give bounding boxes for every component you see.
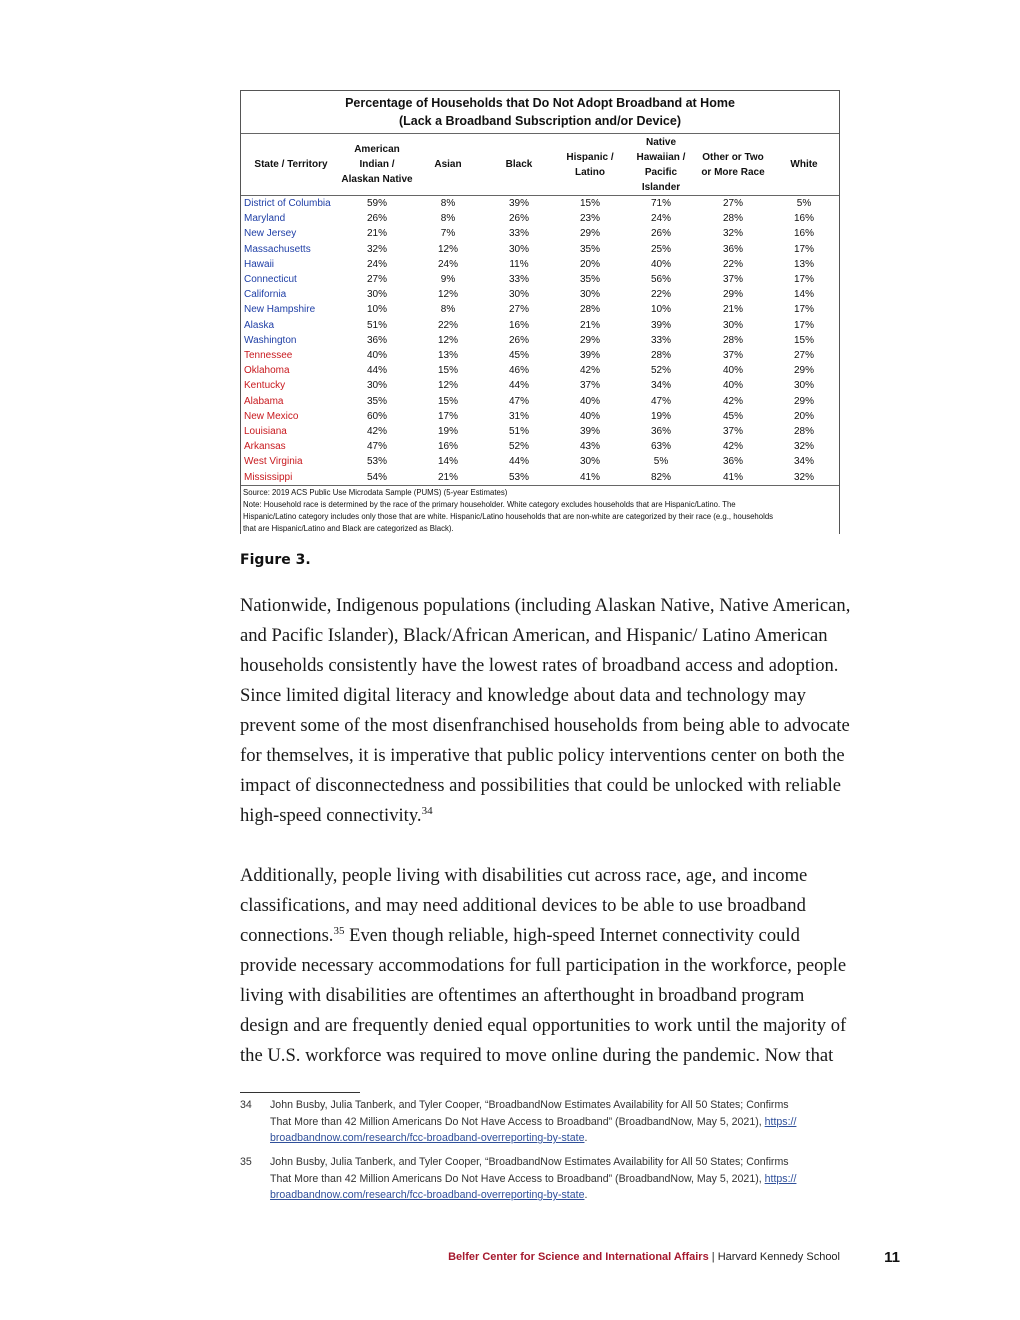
value-cell-other: 22% <box>722 258 743 270</box>
value-cell-other: 40% <box>722 365 743 377</box>
value-cell-ai-an: 54% <box>366 471 387 483</box>
table-title-line-2: (Lack a Broadband Subscription and/or Device) <box>398 114 681 128</box>
footnote-link[interactable]: broadbandnow.com/research/fcc-broadband-overreporting-by-state <box>270 1132 585 1144</box>
value-cell-nhpi: 5% <box>653 456 669 468</box>
value-cell-white: 28% <box>793 426 814 438</box>
value-cell-black: 16% <box>508 319 529 331</box>
paragraph-line: the U.S. workforce was required to move online during the pandemic. Now that <box>240 1045 834 1066</box>
value-cell-hispanic: 40% <box>579 395 600 407</box>
value-cell-white: 29% <box>793 395 814 407</box>
state-cell: Kentucky <box>244 380 286 392</box>
value-cell-nhpi: 19% <box>650 410 671 422</box>
value-cell-other: 37% <box>722 274 743 286</box>
state-cell: West Virginia <box>244 456 303 468</box>
value-cell-other: 30% <box>722 319 743 331</box>
state-cell: New Jersey <box>244 228 297 240</box>
value-cell-black: 33% <box>508 274 529 286</box>
paragraph-line: classifications, and may need additional devices to be able to use broadband <box>240 895 806 916</box>
footnote-ref-35[interactable]: 35 <box>333 924 345 937</box>
value-cell-ai-an: 27% <box>366 274 387 286</box>
value-cell-nhpi: 71% <box>650 198 671 209</box>
state-cell: Arkansas <box>244 441 286 453</box>
value-cell-hispanic: 30% <box>579 289 600 301</box>
value-cell-black: 47% <box>508 395 529 407</box>
paragraph-line: for themselves, it is imperative that public policy interventions center on both the <box>240 745 845 766</box>
value-cell-other: 36% <box>722 456 743 468</box>
value-cell-black: 26% <box>508 334 529 346</box>
value-cell-nhpi: 10% <box>650 304 671 316</box>
value-cell-hispanic: 40% <box>579 410 600 422</box>
paragraph-line: impact of disconnectedness and possibilities that could be unlocked with reliable <box>240 775 842 796</box>
value-cell-black: 11% <box>509 258 529 270</box>
value-cell-hispanic: 35% <box>579 274 600 286</box>
value-cell-ai-an: 60% <box>366 410 387 422</box>
broadband-table <box>241 134 839 485</box>
table-row <box>241 272 839 287</box>
value-cell-nhpi: 56% <box>650 274 671 286</box>
header-black: Black <box>483 134 555 196</box>
value-cell-ai-an: 32% <box>366 243 387 255</box>
value-cell-nhpi: 82% <box>650 471 671 483</box>
footnote-line <box>270 1130 890 1147</box>
value-cell-white: 17% <box>793 319 814 331</box>
value-cell-hispanic: 42% <box>579 365 600 377</box>
paragraph-2 <box>240 861 900 1071</box>
value-cell-hispanic: 39% <box>579 426 600 438</box>
footnote-link[interactable]: broadbandnow.com/research/fcc-broadband-overreporting-by-state <box>270 1189 585 1201</box>
value-cell-asian: 12% <box>437 243 458 255</box>
state-cell: Alaska <box>244 319 275 331</box>
value-cell-hispanic: 20% <box>579 258 600 270</box>
value-cell-white: 20% <box>793 410 814 422</box>
value-cell-black: 30% <box>508 243 529 255</box>
state-cell: Alabama <box>244 395 284 407</box>
state-cell: New Hampshire <box>244 304 316 316</box>
value-cell-nhpi: 36% <box>650 426 671 438</box>
value-cell-white: 32% <box>793 471 814 483</box>
value-cell-white: 17% <box>793 304 814 316</box>
value-cell-hispanic: 37% <box>579 380 600 392</box>
value-cell-ai-an: 26% <box>366 213 387 225</box>
value-cell-black: 27% <box>508 304 529 316</box>
table-row <box>241 348 839 363</box>
footnote-line: John Busby, Julia Tanberk, and Tyler Cooper, “BroadbandNow Estimates Availability for All 50 States; Confirms <box>270 1099 789 1111</box>
state-cell: Tennessee <box>244 350 293 362</box>
value-cell-black: 52% <box>508 441 529 453</box>
value-cell-hispanic: 35% <box>579 243 600 255</box>
table-row <box>241 196 839 212</box>
table-row <box>241 363 839 378</box>
value-cell-asian: 21% <box>437 471 458 483</box>
footer-school: Harvard Kennedy School <box>717 1251 840 1263</box>
header-hispanic: Hispanic / Latino <box>555 134 625 196</box>
value-cell-hispanic: 29% <box>579 334 600 346</box>
header-other-race: Other or Two or More Race <box>697 134 769 196</box>
value-cell-hispanic: 29% <box>579 228 600 240</box>
footnote-line: John Busby, Julia Tanberk, and Tyler Cooper, “BroadbandNow Estimates Availability for All 50 States; Confirms <box>270 1156 789 1168</box>
table-note-line: Hispanic/Latino category includes only those that are white. Hispanic/Latino households that are non-white are categorized by their race (e.g., households <box>243 512 774 522</box>
page-number: 11 <box>884 1249 900 1266</box>
value-cell-white: 14% <box>793 289 814 301</box>
table-row <box>241 287 839 302</box>
state-cell: Maryland <box>244 213 286 225</box>
footnote-link[interactable]: https:// <box>764 1172 797 1185</box>
state-cell: Oklahoma <box>244 365 290 377</box>
state-cell: District of Columbia <box>244 198 331 209</box>
table-row <box>241 333 839 348</box>
value-cell-nhpi: 39% <box>650 319 671 331</box>
footnote-line-text: That More than 42 Million Americans Do Not Have Access to Broadband” (BroadbandNow, May 5, 2021), <box>270 1115 765 1128</box>
state-cell: Connecticut <box>244 274 297 286</box>
value-cell-nhpi: 25% <box>650 243 671 255</box>
value-cell-hispanic: 30% <box>579 456 600 468</box>
value-cell-asian: 15% <box>437 395 458 407</box>
value-cell-nhpi: 22% <box>650 289 671 301</box>
value-cell-asian: 13% <box>437 350 458 362</box>
table-title-line-1: Percentage of Households that Do Not Adopt Broadband at Home <box>345 96 735 110</box>
value-cell-black: 51% <box>508 426 529 438</box>
paragraph-line-text: connections. <box>240 925 334 946</box>
paragraph-line: Additionally, people living with disabilities cut across race, age, and income <box>240 865 808 886</box>
header-american-indian: American Indian / Alaskan Native <box>341 134 413 196</box>
value-cell-other: 40% <box>722 380 743 392</box>
table-row <box>241 211 839 226</box>
value-cell-nhpi: 40% <box>650 258 671 270</box>
value-cell-other: 45% <box>722 410 743 422</box>
header-white: White <box>769 134 839 196</box>
value-cell-black: 31% <box>508 410 529 422</box>
value-cell-nhpi: 52% <box>650 365 671 377</box>
table-row <box>241 242 839 257</box>
value-cell-hispanic: 21% <box>579 319 600 331</box>
value-cell-white: 16% <box>793 228 814 240</box>
value-cell-hispanic: 15% <box>579 198 600 209</box>
table-row <box>241 226 839 241</box>
table-row <box>241 378 839 393</box>
value-cell-other: 27% <box>722 198 743 209</box>
value-cell-nhpi: 28% <box>650 350 671 362</box>
value-cell-other: 21% <box>722 304 743 316</box>
footnote-text <box>270 1154 890 1204</box>
footer-org: Belfer Center for Science and International Affairs <box>448 1251 709 1263</box>
value-cell-asian: 17% <box>437 410 458 422</box>
page-footer <box>420 1251 840 1263</box>
value-cell-black: 44% <box>508 456 529 468</box>
footnote-number: 34 <box>240 1099 252 1111</box>
state-cell: Louisiana <box>244 426 287 438</box>
value-cell-nhpi: 24% <box>650 213 671 225</box>
paragraph-line: prevent some of the most disenfranchised households from being able to advocate <box>240 715 850 736</box>
state-cell: New Mexico <box>244 410 299 422</box>
value-cell-ai-an: 40% <box>366 350 387 362</box>
table-row <box>241 318 839 333</box>
table-row <box>241 424 839 439</box>
value-cell-white: 16% <box>793 213 814 225</box>
table-row <box>241 470 839 485</box>
table-title <box>241 91 839 134</box>
broadband-table-figure <box>240 90 840 534</box>
value-cell-black: 46% <box>508 365 529 377</box>
state-cell: Hawaii <box>244 258 275 270</box>
value-cell-white: 27% <box>793 350 814 362</box>
value-cell-asian: 14% <box>437 456 458 468</box>
value-cell-white: 5% <box>796 198 812 209</box>
value-cell-other: 28% <box>722 334 743 346</box>
table-row <box>241 454 839 469</box>
table-header-row <box>241 134 839 196</box>
value-cell-nhpi: 63% <box>650 441 671 453</box>
value-cell-other: 41% <box>722 471 743 483</box>
footnote-line <box>270 1187 890 1204</box>
value-cell-other: 29% <box>722 289 743 301</box>
value-cell-white: 32% <box>793 441 814 453</box>
state-cell: Massachusetts <box>244 243 311 255</box>
value-cell-black: 33% <box>508 228 529 240</box>
value-cell-other: 32% <box>722 228 743 240</box>
value-cell-asian: 9% <box>440 274 456 286</box>
value-cell-ai-an: 47% <box>366 441 387 453</box>
value-cell-hispanic: 41% <box>579 471 600 483</box>
table-row <box>241 409 839 424</box>
table-row <box>241 394 839 409</box>
header-native-hawaiian: Native Hawaiian / Pacific Islander <box>625 134 697 196</box>
value-cell-ai-an: 24% <box>366 258 387 270</box>
figure-caption: Figure 3. <box>240 552 311 568</box>
value-cell-ai-an: 36% <box>366 334 387 346</box>
footnote-link[interactable]: https:// <box>764 1115 797 1128</box>
footnote-line-text: That More than 42 Million Americans Do Not Have Access to Broadband” (BroadbandNow, May 5, 2021), <box>270 1172 765 1185</box>
paragraph-line: households consistently have the lowest rates of broadband access and adoption. <box>240 655 839 676</box>
table-note-source: Source: 2019 ACS Public Use Microdata Sample (PUMS) (5-year Estimates) <box>243 487 508 497</box>
footnote-end: . <box>584 1189 588 1201</box>
header-asian: Asian <box>413 134 483 196</box>
paragraph-line: and Pacific Islander), Black/African American, and Hispanic/ Latino American <box>240 625 828 646</box>
value-cell-ai-an: 44% <box>366 365 387 377</box>
value-cell-ai-an: 30% <box>366 380 387 392</box>
value-cell-black: 39% <box>508 198 529 209</box>
value-cell-ai-an: 51% <box>366 319 387 331</box>
value-cell-other: 37% <box>722 426 743 438</box>
value-cell-asian: 7% <box>440 228 456 240</box>
value-cell-asian: 8% <box>440 213 456 225</box>
table-body <box>241 196 839 485</box>
table-note-line: Note: Household race is determined by the race of the primary householder. White category excludes households that are Hispanic/Latino. The <box>243 500 736 510</box>
paragraph-line: Since limited digital literacy and knowledge about data and technology may <box>240 685 806 706</box>
paragraph-line <box>240 801 900 831</box>
value-cell-hispanic: 43% <box>579 441 600 453</box>
value-cell-hispanic: 39% <box>579 350 600 362</box>
footer-separator: | <box>708 1251 718 1263</box>
value-cell-ai-an: 35% <box>366 395 387 407</box>
value-cell-black: 44% <box>508 380 529 392</box>
value-cell-asian: 19% <box>437 426 458 438</box>
value-cell-black: 26% <box>508 213 529 225</box>
table-notes <box>241 485 839 536</box>
table-row <box>241 439 839 454</box>
value-cell-white: 17% <box>793 274 814 286</box>
value-cell-white: 17% <box>793 243 814 255</box>
paragraph-1 <box>240 591 900 831</box>
paragraph-line <box>240 921 900 951</box>
paragraph-line: provide necessary accommodations for full participation in the workforce, people <box>240 955 847 976</box>
value-cell-ai-an: 30% <box>366 289 387 301</box>
footnote-ref-34[interactable]: 34 <box>421 804 433 817</box>
value-cell-other: 36% <box>722 243 743 255</box>
value-cell-white: 30% <box>793 380 814 392</box>
value-cell-nhpi: 34% <box>650 380 671 392</box>
value-cell-hispanic: 23% <box>579 213 600 225</box>
footnote-divider <box>240 1092 360 1093</box>
value-cell-asian: 12% <box>437 334 458 346</box>
value-cell-asian: 12% <box>437 380 458 392</box>
value-cell-other: 42% <box>722 441 743 453</box>
value-cell-asian: 8% <box>440 198 456 209</box>
value-cell-nhpi: 33% <box>650 334 671 346</box>
paragraph-line: living with disabilities are oftentimes an afterthought in broadband program <box>240 985 805 1006</box>
value-cell-nhpi: 26% <box>650 228 671 240</box>
table-row <box>241 257 839 272</box>
value-cell-black: 45% <box>508 350 529 362</box>
footnote-line <box>270 1171 890 1188</box>
value-cell-asian: 22% <box>437 319 458 331</box>
state-cell: Washington <box>244 334 297 346</box>
value-cell-other: 28% <box>722 213 743 225</box>
table-note-line: that are Hispanic/Latino and Black are categorized as Black). <box>243 524 454 534</box>
value-cell-hispanic: 28% <box>579 304 600 316</box>
value-cell-ai-an: 53% <box>366 456 387 468</box>
value-cell-ai-an: 59% <box>366 198 387 209</box>
value-cell-white: 13% <box>793 258 814 270</box>
footnote-end: . <box>584 1132 588 1144</box>
value-cell-asian: 15% <box>437 365 458 377</box>
paragraph-line: design and are frequently denied equal opportunities to work until the majority of <box>240 1015 847 1036</box>
value-cell-ai-an: 21% <box>366 228 387 240</box>
footnote-number: 35 <box>240 1156 252 1168</box>
state-cell: California <box>244 289 287 301</box>
value-cell-white: 29% <box>793 365 814 377</box>
value-cell-ai-an: 10% <box>366 304 387 316</box>
value-cell-asian: 12% <box>437 289 458 301</box>
value-cell-ai-an: 42% <box>366 426 387 438</box>
table-row <box>241 302 839 317</box>
value-cell-asian: 16% <box>437 441 458 453</box>
paragraph-line: Nationwide, Indigenous populations (including Alaskan Native, Native American, <box>240 595 851 616</box>
value-cell-other: 37% <box>722 350 743 362</box>
value-cell-black: 53% <box>508 471 529 483</box>
value-cell-nhpi: 47% <box>650 395 671 407</box>
value-cell-asian: 8% <box>440 304 456 316</box>
value-cell-black: 30% <box>508 289 529 301</box>
value-cell-white: 15% <box>793 334 814 346</box>
value-cell-asian: 24% <box>437 258 458 270</box>
paragraph-line-text: Even though reliable, high-speed Internet connectivity could <box>344 925 800 946</box>
paragraph-line-text: high-speed connectivity. <box>240 805 422 826</box>
footnote-line <box>270 1114 890 1131</box>
state-cell: Mississippi <box>244 471 293 483</box>
value-cell-white: 34% <box>793 456 814 468</box>
footnote-text <box>270 1097 890 1147</box>
header-state: State / Territory <box>241 134 341 196</box>
value-cell-other: 42% <box>722 395 743 407</box>
